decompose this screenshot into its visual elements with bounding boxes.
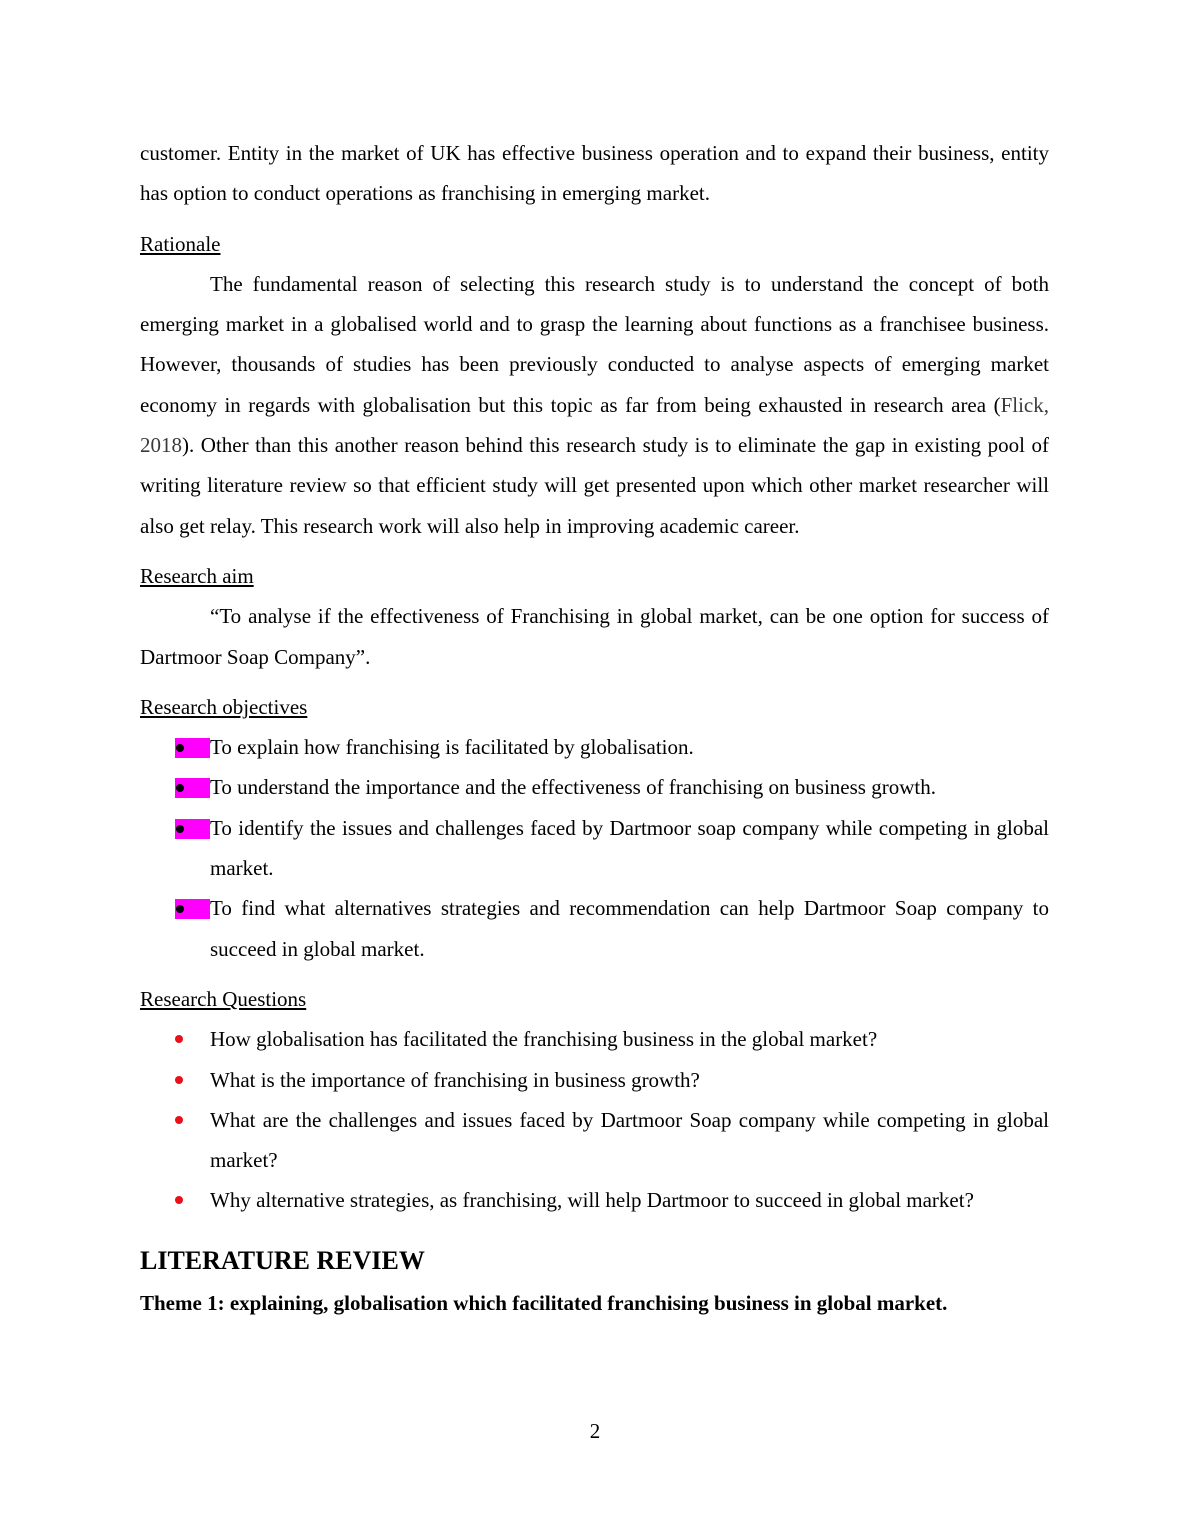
list-item bbox=[140, 888, 1049, 969]
objective-text: To explain how franchising is facilitated by globalisation. bbox=[210, 735, 694, 760]
highlighted-bullet-icon bbox=[175, 738, 210, 758]
list-item bbox=[140, 808, 1049, 889]
literature-review-heading: LITERATURE REVIEW bbox=[140, 1245, 425, 1275]
research-questions-list bbox=[140, 1019, 1049, 1220]
highlighted-bullet-icon bbox=[175, 778, 210, 798]
research-aim-heading: Research aim bbox=[140, 563, 254, 588]
question-text: Why alternative strategies, as franchising, will help Dartmoor to succeed in global market? bbox=[210, 1188, 974, 1213]
intro-paragraph: customer. Entity in the market of UK has effective business operation and to expand their business, entity has option to conduct operations as franchising in emerging market. bbox=[140, 141, 1049, 206]
question-text: What is the importance of franchising in business growth? bbox=[210, 1067, 700, 1092]
list-item bbox=[140, 1180, 1049, 1220]
research-questions-heading: Research Questions bbox=[140, 986, 307, 1011]
rationale-heading: Rationale bbox=[140, 231, 221, 256]
rationale-text-after: ). Other than this another reason behind this research study is to eliminate the gap in existing pool of writing literature review so that efficient study will get presented upon which other market researcher will also get relay. This research work will also help in improving academic career. bbox=[140, 433, 1049, 538]
citation-link[interactable]: Flick, 2018 bbox=[140, 392, 1049, 458]
highlighted-bullet-icon bbox=[175, 899, 210, 919]
page-number: 2 bbox=[589, 1419, 601, 1443]
research-aim-paragraph: “To analyse if the effectiveness of Franchising in global market, can be one option for success of Dartmoor Soap Company”. bbox=[140, 604, 1049, 669]
question-text: What are the challenges and issues faced by Dartmoor Soap company while competing in global market? bbox=[210, 1107, 1049, 1173]
list-item bbox=[140, 1019, 1049, 1059]
rationale-paragraph bbox=[140, 264, 1049, 546]
objective-text: To identify the issues and challenges faced by Dartmoor soap company while competing in global market. bbox=[210, 815, 1049, 881]
red-bullet-icon bbox=[175, 1076, 183, 1084]
page-content bbox=[140, 133, 1049, 1323]
list-item bbox=[140, 1060, 1049, 1100]
red-bullet-icon bbox=[175, 1035, 183, 1043]
highlighted-bullet-icon bbox=[175, 819, 210, 839]
red-bullet-icon bbox=[175, 1116, 183, 1124]
objective-text: To find what alternatives strategies and recommendation can help Dartmoor Soap company to succeed in global market. bbox=[210, 896, 1049, 961]
research-objectives-heading: Research objectives bbox=[140, 694, 308, 719]
list-item bbox=[140, 767, 1049, 807]
objective-text: To understand the importance and the effectiveness of franchising on business growth. bbox=[210, 775, 936, 800]
list-item bbox=[140, 727, 1049, 767]
red-bullet-icon bbox=[175, 1196, 183, 1204]
theme-1-heading: Theme 1: explaining, globalisation which facilitated franchising business in global market. bbox=[140, 1290, 948, 1315]
list-item bbox=[140, 1100, 1049, 1181]
research-objectives-list bbox=[140, 727, 1049, 969]
question-text: How globalisation has facilitated the franchising business in the global market? bbox=[210, 1027, 878, 1052]
rationale-text-before: The fundamental reason of selecting this research study is to understand the concept of both emerging market in a globalised world and to grasp the learning about functions as a franchisee business. However, thousands of studies has been previously conducted to analyse aspects of emerging market economy in regards with globalisation but this topic as far from being exhausted in research area ( bbox=[140, 271, 1049, 417]
